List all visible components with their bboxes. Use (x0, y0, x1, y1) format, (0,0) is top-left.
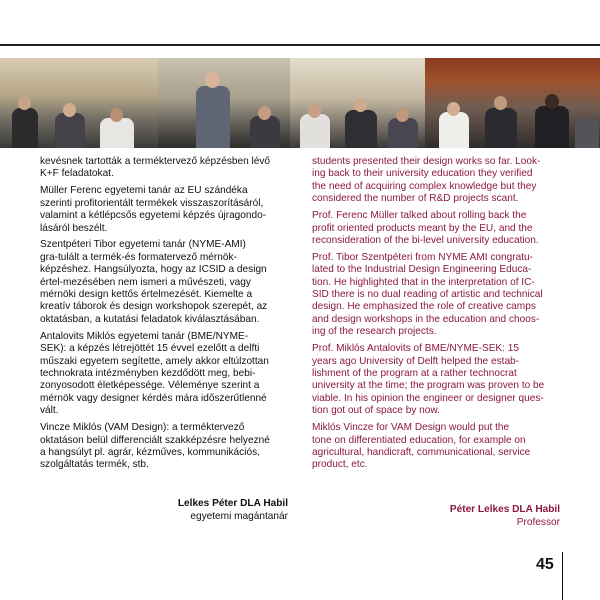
left-paragraph: Müller Ferenc egyetemi tanár az EU szándéka szerinti profitorientált termékek visszaszorításáról, valamint a kétlépcsős egyetemi képzés újragondo- lásáról beszélt. (40, 185, 267, 234)
right-paragraph: students presented their design works so far. Look- ing back to their university education they verified the need of acquiring complex knowledge but they considered the number of R&D projects scant. (312, 156, 541, 205)
event-photo-audience-1 (0, 58, 158, 148)
author-name: Péter Lelkes DLA Habil (449, 504, 560, 515)
author-title: egyetemi magántanár (190, 511, 288, 522)
event-photo-audience-3 (425, 58, 600, 148)
left-paragraph: Vincze Miklós (VAM Design): a terméktervező oktatáson belül differenciált szakképzésre helyezné a hangsúlyt pl. agrár, kézműves, kommunikációs, szolgáltatás termék, stb. (40, 422, 270, 471)
right-paragraph: Prof. Ferenc Müller talked about rolling back the profit oriented products meant by the EU, and the reconsideration of the bi-level university education. (312, 210, 539, 246)
signature-english (312, 503, 560, 529)
page-number: 45 (536, 556, 554, 573)
right-paragraph: Prof. Miklós Antalovits of BME/NYME-SEK: 15 years ago University of Delft helped the estab- lishment of the program at a rather technocrat university at the time; the program was proven to be viable. In his opinion the engineer or designer ques- tion got out of space by now. (312, 343, 545, 417)
header-rule (0, 44, 600, 46)
left-paragraph: kevésnek tartották a terméktervező képzésben lévő K+F feladatokat. (40, 156, 271, 180)
english-text-column (312, 156, 560, 476)
author-title: Professor (516, 517, 560, 528)
page-number-rule (562, 552, 563, 600)
author-name: Lelkes Péter DLA Habil (177, 498, 288, 509)
left-paragraph: Szentpéteri Tibor egyetemi tanár (NYME-AMI) gra-tulált a termék-és formatervező mérnök- képzéshez. Hangsúlyozta, hogy az ICSID a design értel-mezésében nem ismeri a művészeti, vagy mérnöki design kettős értelmezését. Kiemelte a kreatív táborok és design workshopok szerepét, az oktatásban, a kutatási feladatok kiválasztásában. (40, 239, 268, 325)
hungarian-text-column (40, 156, 290, 476)
right-paragraph: Prof. Tibor Szentpéteri from NYME AMI congratu- lated to the Industrial Design Engineering Educa- tion. He highlighted that in the interpretation of IC- SID there is no dual reading of artistic and technical design. He emphasized the role of creative camps and design workshops in the education and choos- ing of the research projects. (312, 251, 543, 338)
left-paragraph: Antalovits Miklós egyetemi tanár (BME/NYME- SEK): a képzés létrejöttét 15 évvel ezelőtt a delfti műszaki egyetem segítette, amely akkor eltúlzottan technokrata intézményben kezdődött meg, bebi- zonyosodott életképessége. Véleménye szerint a mérnök vagy designer kérdés mára időszerűtlenné vált. (40, 330, 269, 417)
right-paragraph: Miklós Vincze for VAM Design would put the tone on differentiated education, for example on agricultural, handicraft, communicational, service product, etc. (312, 422, 531, 471)
event-photo-audience-2 (290, 58, 425, 148)
event-photo-speaker (158, 58, 290, 148)
photo-strip (0, 58, 600, 148)
signature-hungarian (40, 497, 288, 523)
